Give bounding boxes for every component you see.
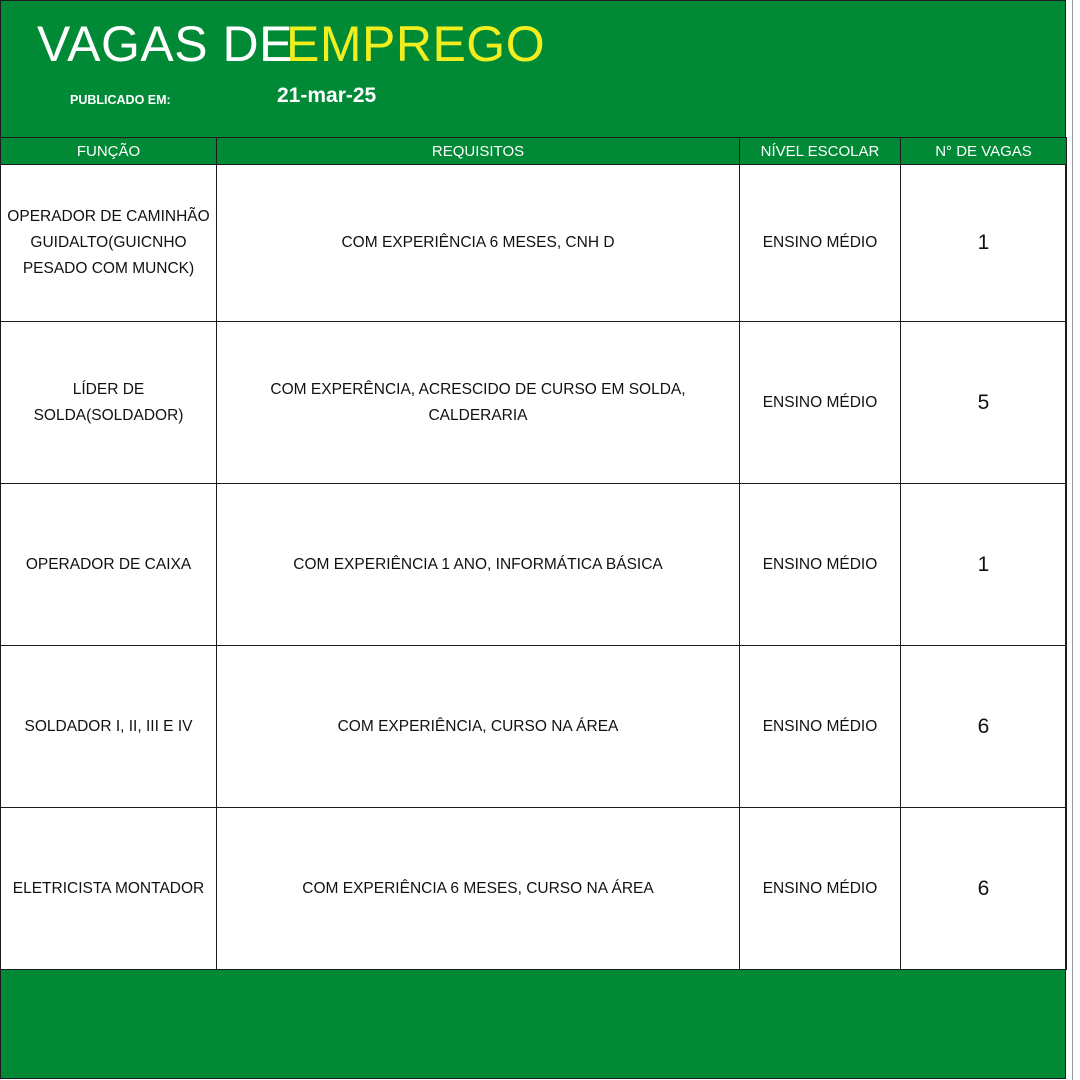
published-label: PUBLICADO EM: [70,93,171,107]
footer-banner [1,970,1065,1078]
cell-requisitos: COM EXPERIÊNCIA 1 ANO, INFORMÁTICA BÁSICA [217,484,740,646]
cell-funcao: ELETRICISTA MONTADOR [1,808,217,970]
cell-nivel-escolar: ENSINO MÉDIO [740,484,901,646]
cell-funcao: SOLDADOR I, II, III E IV [1,646,217,808]
column-header-vagas: N° DE VAGAS [901,138,1067,165]
table-row [1,484,1067,646]
column-header-funcao: FUNÇÃO [1,138,217,165]
title-vagas-de: VAGAS DE [37,16,293,72]
cell-vagas: 6 [901,808,1067,970]
column-header-requisitos: REQUISITOS [217,138,740,165]
title-emprego: EMPREGO [286,16,546,72]
page-edge [1066,0,1080,1080]
cell-vagas: 6 [901,646,1067,808]
cell-nivel-escolar: ENSINO MÉDIO [740,322,901,484]
column-header-nivel-escolar: NÍVEL ESCOLAR [740,138,901,165]
table-row [1,808,1067,970]
table-header-row [1,138,1067,165]
jobs-table [0,137,1067,970]
cell-requisitos: COM EXPERIÊNCIA 6 MESES, CNH D [217,165,740,322]
cell-requisitos: COM EXPERÊNCIA, ACRESCIDO DE CURSO EM SOLDA, CALDERARIA [217,322,740,484]
cell-nivel-escolar: ENSINO MÉDIO [740,808,901,970]
table-row [1,646,1067,808]
cell-nivel-escolar: ENSINO MÉDIO [740,165,901,322]
cell-requisitos: COM EXPERIÊNCIA 6 MESES, CURSO NA ÁREA [217,808,740,970]
cell-funcao: LÍDER DE SOLDA(SOLDADOR) [1,322,217,484]
header-banner [1,1,1065,137]
cell-funcao: OPERADOR DE CAIXA [1,484,217,646]
cell-vagas: 1 [901,165,1067,322]
table-row [1,322,1067,484]
table-row [1,165,1067,322]
cell-vagas: 5 [901,322,1067,484]
published-date: 21-mar-25 [277,84,377,107]
page-edge-line [1072,0,1073,1080]
cell-vagas: 1 [901,484,1067,646]
cell-funcao: OPERADOR DE CAMINHÃO GUIDALTO(GUICNHO PESADO COM MUNCK) [1,165,217,322]
cell-requisitos: COM EXPERIÊNCIA, CURSO NA ÁREA [217,646,740,808]
cell-nivel-escolar: ENSINO MÉDIO [740,646,901,808]
